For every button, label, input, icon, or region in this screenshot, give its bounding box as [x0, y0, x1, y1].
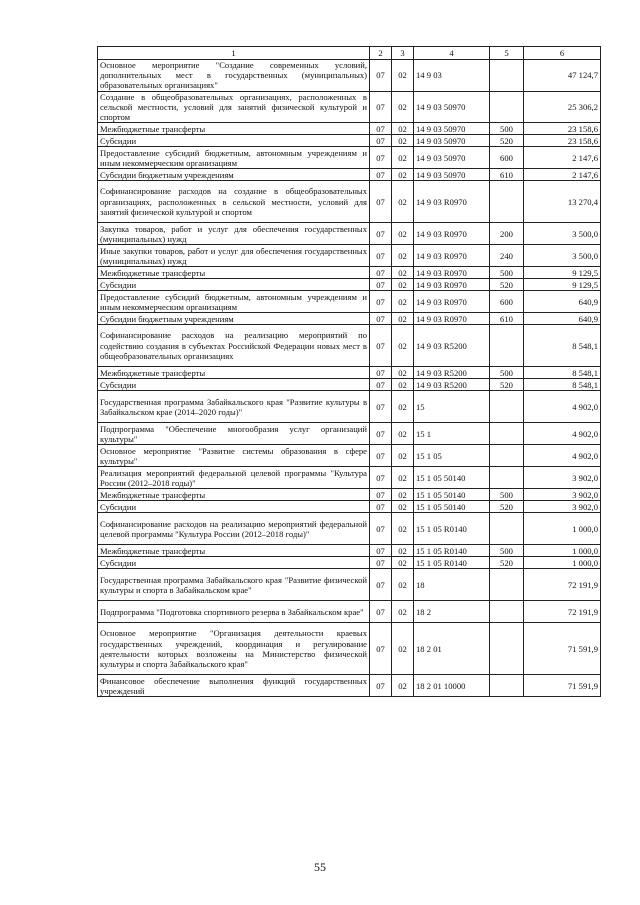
table-row — [98, 91, 601, 123]
amount-cell: 23 158,6 — [524, 135, 601, 147]
target-article-cell: 15 — [414, 391, 490, 423]
table-row — [98, 545, 601, 557]
table-row — [98, 569, 601, 601]
target-article-cell: 18 2 — [414, 601, 490, 623]
table-row — [98, 379, 601, 391]
target-article-cell: 18 2 01 10000 — [414, 675, 490, 697]
row-name-cell: Межбюджетные трансферты — [98, 489, 370, 501]
amount-cell: 3 902,0 — [524, 467, 601, 489]
subsection-cell: 02 — [392, 267, 414, 279]
subsection-cell: 02 — [392, 557, 414, 569]
expense-type-cell: 520 — [490, 279, 524, 291]
amount-cell: 3 500,0 — [524, 223, 601, 245]
subsection-cell: 02 — [392, 91, 414, 123]
table-row — [98, 467, 601, 489]
subsection-cell: 02 — [392, 325, 414, 367]
amount-cell: 2 147,6 — [524, 169, 601, 181]
target-article-cell: 18 — [414, 569, 490, 601]
target-article-cell: 15 1 05 50140 — [414, 489, 490, 501]
amount-cell: 640,9 — [524, 291, 601, 313]
section-cell: 07 — [370, 569, 392, 601]
expense-type-cell: 600 — [490, 291, 524, 313]
amount-cell: 72 191,9 — [524, 569, 601, 601]
amount-cell: 4 902,0 — [524, 391, 601, 423]
subsection-cell: 02 — [392, 467, 414, 489]
row-name-cell: Предоставление субсидий бюджетным, автономным учреждениям и иным некоммерческим организациям — [98, 147, 370, 169]
row-name-cell: Межбюджетные трансферты — [98, 545, 370, 557]
amount-cell: 4 902,0 — [524, 445, 601, 467]
section-cell: 07 — [370, 223, 392, 245]
target-article-cell: 15 1 05 50140 — [414, 501, 490, 513]
expense-type-cell — [490, 675, 524, 697]
subsection-cell: 02 — [392, 291, 414, 313]
expense-type-cell — [490, 181, 524, 223]
target-article-cell: 15 1 05 R0140 — [414, 557, 490, 569]
amount-cell: 2 147,6 — [524, 147, 601, 169]
amount-cell: 9 129,5 — [524, 267, 601, 279]
target-article-cell: 14 9 03 R5200 — [414, 367, 490, 379]
subsection-cell: 02 — [392, 445, 414, 467]
subsection-cell: 02 — [392, 513, 414, 545]
row-name-cell: Субсидии — [98, 279, 370, 291]
table-row — [98, 169, 601, 181]
budget-table — [97, 46, 601, 697]
column-header-3: 3 — [392, 47, 414, 60]
table-row — [98, 147, 601, 169]
section-cell: 07 — [370, 367, 392, 379]
section-cell: 07 — [370, 545, 392, 557]
table-row — [98, 267, 601, 279]
section-cell: 07 — [370, 91, 392, 123]
section-cell: 07 — [370, 513, 392, 545]
section-cell: 07 — [370, 291, 392, 313]
page-number: 55 — [314, 860, 326, 874]
subsection-cell: 02 — [392, 569, 414, 601]
expense-type-cell — [490, 60, 524, 92]
table-row — [98, 223, 601, 245]
amount-cell: 8 548,1 — [524, 325, 601, 367]
expense-type-cell — [490, 91, 524, 123]
row-name-cell: Субсидии бюджетным учреждениям — [98, 169, 370, 181]
amount-cell: 72 191,9 — [524, 601, 601, 623]
section-cell: 07 — [370, 379, 392, 391]
section-cell: 07 — [370, 325, 392, 367]
row-name-cell: Создание в общеобразовательных организациях, расположенных в сельской местности, условий для занятий физической культурой и спортом — [98, 91, 370, 123]
row-name-cell: Субсидии — [98, 557, 370, 569]
target-article-cell: 14 9 03 R0970 — [414, 245, 490, 267]
table-row — [98, 445, 601, 467]
section-cell: 07 — [370, 623, 392, 675]
section-cell: 07 — [370, 245, 392, 267]
section-cell: 07 — [370, 557, 392, 569]
expense-type-cell: 240 — [490, 245, 524, 267]
row-name-cell: Межбюджетные трансферты — [98, 123, 370, 135]
table-row — [98, 367, 601, 379]
subsection-cell: 02 — [392, 181, 414, 223]
subsection-cell: 02 — [392, 279, 414, 291]
section-cell: 07 — [370, 60, 392, 92]
section-cell: 07 — [370, 675, 392, 697]
row-name-cell: Финансовое обеспечение выполнения функций государственных учреждений — [98, 675, 370, 697]
table-row — [98, 181, 601, 223]
table-row — [98, 557, 601, 569]
expense-type-cell: 500 — [490, 123, 524, 135]
target-article-cell: 14 9 03 50970 — [414, 135, 490, 147]
section-cell: 07 — [370, 147, 392, 169]
column-header-4: 4 — [414, 47, 490, 60]
expense-type-cell — [490, 467, 524, 489]
table-row — [98, 489, 601, 501]
target-article-cell: 14 9 03 R5200 — [414, 379, 490, 391]
target-article-cell: 14 9 03 — [414, 60, 490, 92]
subsection-cell: 02 — [392, 489, 414, 501]
expense-type-cell — [490, 445, 524, 467]
row-name-cell: Государственная программа Забайкальского края "Развитие физической культуры и спорта в Забайкальском крае" — [98, 569, 370, 601]
target-article-cell: 14 9 03 R0970 — [414, 279, 490, 291]
section-cell: 07 — [370, 423, 392, 445]
row-name-cell: Софинансирование расходов на реализацию мероприятий по содействию создания в субъектах Российской Федерации новых мест в общеобразовательных организациях — [98, 325, 370, 367]
row-name-cell: Подпрограмма "Обеспечение многообразия услуг организаций культуры" — [98, 423, 370, 445]
subsection-cell: 02 — [392, 367, 414, 379]
row-name-cell: Софинансирование расходов на создание в общеобразовательных организациях, расположенных в сельской местности, условий для занятий физической культурой и спортом — [98, 181, 370, 223]
column-header-2: 2 — [370, 47, 392, 60]
row-name-cell: Основное мероприятие "Организация деятельности краевых государственных учреждений, координация и регулирование деятельности которых возложены на Министерство физической культуры и спорта Забайкальского края" — [98, 623, 370, 675]
amount-cell: 23 158,6 — [524, 123, 601, 135]
row-name-cell: Реализация мероприятий федеральной целевой программы "Культура России (2012–2018 годы)" — [98, 467, 370, 489]
expense-type-cell — [490, 601, 524, 623]
expense-type-cell: 500 — [490, 267, 524, 279]
amount-cell: 1 000,0 — [524, 545, 601, 557]
table-row — [98, 60, 601, 92]
amount-cell: 71 591,9 — [524, 623, 601, 675]
column-header-6: 6 — [524, 47, 601, 60]
section-cell: 07 — [370, 313, 392, 325]
subsection-cell: 02 — [392, 501, 414, 513]
target-article-cell: 14 9 03 R0970 — [414, 267, 490, 279]
column-header-5: 5 — [490, 47, 524, 60]
target-article-cell: 15 1 05 50140 — [414, 467, 490, 489]
amount-cell: 640,9 — [524, 313, 601, 325]
table-row — [98, 423, 601, 445]
amount-cell: 3 902,0 — [524, 501, 601, 513]
row-name-cell: Основное мероприятие "Создание современных условий, дополнительных мест в государственных (муниципальных) образовательных организациях" — [98, 60, 370, 92]
row-name-cell: Субсидии — [98, 501, 370, 513]
row-name-cell: Подпрограмма "Подготовка спортивного резерва в Забайкальском крае" — [98, 601, 370, 623]
section-cell: 07 — [370, 489, 392, 501]
amount-cell: 8 548,1 — [524, 379, 601, 391]
subsection-cell: 02 — [392, 169, 414, 181]
subsection-cell: 02 — [392, 147, 414, 169]
expense-type-cell: 200 — [490, 223, 524, 245]
section-cell: 07 — [370, 267, 392, 279]
row-name-cell: Субсидии бюджетным учреждениям — [98, 313, 370, 325]
row-name-cell: Предоставление субсидий бюджетным, автономным учреждениям и иным некоммерческим организациям — [98, 291, 370, 313]
amount-cell: 47 124,7 — [524, 60, 601, 92]
table-row — [98, 601, 601, 623]
expense-type-cell: 500 — [490, 367, 524, 379]
row-name-cell: Софинансирование расходов на реализацию мероприятий федеральной целевой программы "Культура России (2012–2018 годы)" — [98, 513, 370, 545]
amount-cell: 1 000,0 — [524, 513, 601, 545]
subsection-cell: 02 — [392, 123, 414, 135]
expense-type-cell — [490, 423, 524, 445]
target-article-cell: 14 9 03 50970 — [414, 123, 490, 135]
target-article-cell: 14 9 03 R5200 — [414, 325, 490, 367]
expense-type-cell: 610 — [490, 169, 524, 181]
section-cell: 07 — [370, 467, 392, 489]
section-cell: 07 — [370, 279, 392, 291]
section-cell: 07 — [370, 135, 392, 147]
target-article-cell: 14 9 03 50970 — [414, 169, 490, 181]
section-cell: 07 — [370, 169, 392, 181]
amount-cell: 4 902,0 — [524, 423, 601, 445]
target-article-cell: 15 1 05 R0140 — [414, 545, 490, 557]
expense-type-cell: 520 — [490, 501, 524, 513]
target-article-cell: 14 9 03 50970 — [414, 91, 490, 123]
row-name-cell: Субсидии — [98, 135, 370, 147]
section-cell: 07 — [370, 181, 392, 223]
subsection-cell: 02 — [392, 313, 414, 325]
table-row — [98, 325, 601, 367]
table-body — [98, 60, 601, 697]
table-row — [98, 313, 601, 325]
subsection-cell: 02 — [392, 60, 414, 92]
row-name-cell: Основное мероприятие "Развитие системы образования в сфере культуры" — [98, 445, 370, 467]
target-article-cell: 15 1 05 — [414, 445, 490, 467]
expense-type-cell: 520 — [490, 379, 524, 391]
expense-type-cell: 610 — [490, 313, 524, 325]
column-header-1: 1 — [98, 47, 370, 60]
target-article-cell: 14 9 03 R0970 — [414, 313, 490, 325]
subsection-cell: 02 — [392, 623, 414, 675]
table-row — [98, 123, 601, 135]
target-article-cell: 14 9 03 R0970 — [414, 291, 490, 313]
subsection-cell: 02 — [392, 379, 414, 391]
expense-type-cell: 520 — [490, 135, 524, 147]
amount-cell: 8 548,1 — [524, 367, 601, 379]
target-article-cell: 14 9 03 50970 — [414, 147, 490, 169]
section-cell: 07 — [370, 501, 392, 513]
expense-type-cell — [490, 391, 524, 423]
table-row — [98, 675, 601, 697]
table-header-row — [98, 47, 601, 60]
subsection-cell: 02 — [392, 245, 414, 267]
target-article-cell: 15 1 05 R0140 — [414, 513, 490, 545]
row-name-cell: Межбюджетные трансферты — [98, 267, 370, 279]
row-name-cell: Закупка товаров, работ и услуг для обеспечения государственных (муниципальных) нужд — [98, 223, 370, 245]
target-article-cell: 18 2 01 — [414, 623, 490, 675]
expense-type-cell: 500 — [490, 545, 524, 557]
table-row — [98, 513, 601, 545]
section-cell: 07 — [370, 391, 392, 423]
section-cell: 07 — [370, 123, 392, 135]
table-row — [98, 135, 601, 147]
subsection-cell: 02 — [392, 223, 414, 245]
amount-cell: 3 902,0 — [524, 489, 601, 501]
expense-type-cell: 500 — [490, 489, 524, 501]
amount-cell: 9 129,5 — [524, 279, 601, 291]
section-cell: 07 — [370, 445, 392, 467]
target-article-cell: 15 1 — [414, 423, 490, 445]
expense-type-cell: 520 — [490, 557, 524, 569]
amount-cell: 3 500,0 — [524, 245, 601, 267]
expense-type-cell: 600 — [490, 147, 524, 169]
amount-cell: 71 591,9 — [524, 675, 601, 697]
row-name-cell: Иные закупки товаров, работ и услуг для обеспечения государственных (муниципальных) нужд — [98, 245, 370, 267]
subsection-cell: 02 — [392, 601, 414, 623]
subsection-cell: 02 — [392, 423, 414, 445]
subsection-cell: 02 — [392, 135, 414, 147]
expense-type-cell — [490, 623, 524, 675]
row-name-cell: Субсидии — [98, 379, 370, 391]
subsection-cell: 02 — [392, 675, 414, 697]
table-row — [98, 291, 601, 313]
section-cell: 07 — [370, 601, 392, 623]
row-name-cell: Межбюджетные трансферты — [98, 367, 370, 379]
subsection-cell: 02 — [392, 391, 414, 423]
table-row — [98, 279, 601, 291]
subsection-cell: 02 — [392, 545, 414, 557]
table-row — [98, 501, 601, 513]
expense-type-cell — [490, 513, 524, 545]
table-row — [98, 391, 601, 423]
amount-cell: 13 270,4 — [524, 181, 601, 223]
amount-cell: 25 306,2 — [524, 91, 601, 123]
target-article-cell: 14 9 03 R0970 — [414, 181, 490, 223]
table-row — [98, 623, 601, 675]
amount-cell: 1 000,0 — [524, 557, 601, 569]
table-row — [98, 245, 601, 267]
expense-type-cell — [490, 325, 524, 367]
target-article-cell: 14 9 03 R0970 — [414, 223, 490, 245]
expense-type-cell — [490, 569, 524, 601]
row-name-cell: Государственная программа Забайкальского края "Развитие культуры в Забайкальском крае (2014–2020 годы)" — [98, 391, 370, 423]
